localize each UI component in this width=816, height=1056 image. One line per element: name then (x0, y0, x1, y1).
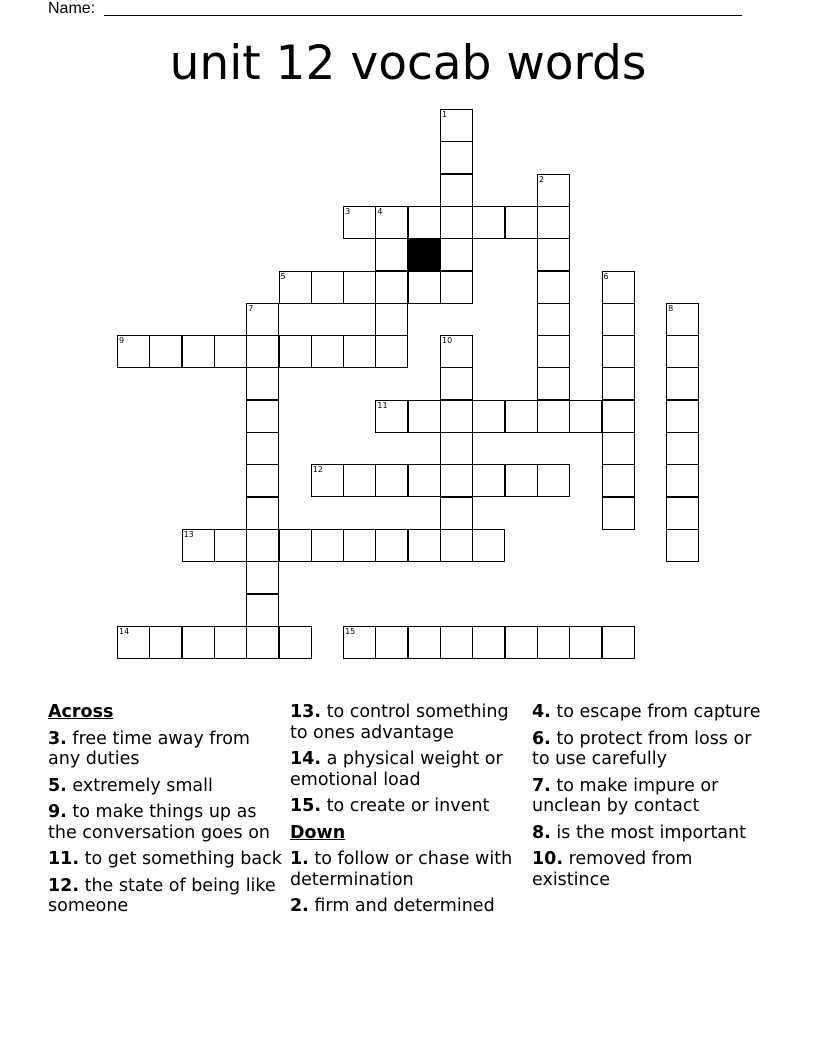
grid-cell[interactable] (440, 109, 473, 142)
clue-text: to follow or chase with determination (290, 849, 513, 890)
grid-cell[interactable] (246, 497, 279, 530)
grid-cell[interactable] (375, 206, 408, 239)
grid-cell[interactable] (311, 271, 344, 304)
clue-number: 14 (119, 626, 130, 636)
grid-cell[interactable] (311, 529, 344, 562)
grid-cell[interactable] (246, 335, 279, 368)
clue (532, 729, 772, 770)
clue-number: 15. (290, 796, 322, 816)
grid-cell[interactable] (505, 626, 538, 659)
grid-cell[interactable] (375, 303, 408, 336)
grid-cell[interactable] (666, 367, 699, 400)
grid-cell[interactable] (537, 335, 570, 368)
clue-text: is the most important (556, 822, 746, 843)
down-clue-list-continued (532, 702, 772, 890)
clue-text: free time away from any duties (48, 728, 250, 769)
grid-cell[interactable] (214, 335, 247, 368)
grid-cell[interactable] (182, 335, 215, 368)
grid-cell[interactable] (375, 238, 408, 271)
clue-text: to create or invent (326, 796, 490, 816)
grid-cell[interactable] (246, 432, 279, 465)
grid-cell[interactable] (440, 464, 473, 497)
clue (532, 776, 772, 817)
clue-number: 15 (345, 626, 356, 636)
grid-cell[interactable] (375, 400, 408, 433)
grid-cell[interactable] (117, 626, 150, 659)
grid-cell[interactable] (472, 464, 505, 497)
grid-cell[interactable] (375, 464, 408, 497)
clue-number: 8 (668, 303, 674, 313)
grid-cell[interactable] (246, 400, 279, 433)
grid-cell[interactable] (440, 626, 473, 659)
clues-column-3 (532, 702, 772, 896)
grid-cell[interactable] (246, 594, 279, 627)
clue (532, 849, 772, 890)
clue-number: 13 (183, 529, 194, 539)
clue-number: 7 (248, 303, 254, 313)
grid-cell[interactable] (537, 206, 570, 239)
grid-cell[interactable] (279, 529, 312, 562)
clue-number: 1 (442, 110, 448, 119)
grid-cell[interactable] (343, 335, 376, 368)
grid-cell[interactable] (246, 561, 279, 594)
clue (48, 802, 284, 843)
clue (290, 702, 526, 743)
grid-cell[interactable] (311, 464, 344, 497)
clues-column-1 (48, 702, 284, 923)
clues-column-2 (290, 702, 526, 923)
clue-text: the state of being like someone (48, 875, 276, 916)
name-label: Name: (48, 0, 96, 17)
grid-cell[interactable] (602, 303, 635, 336)
grid-cell[interactable] (279, 271, 312, 304)
clue-text: extremely small (72, 775, 213, 796)
clue-text: to make things up as the conversation goes on (48, 802, 271, 843)
grid-cell[interactable] (569, 400, 602, 433)
grid-cell[interactable] (214, 529, 247, 562)
grid-cell[interactable] (505, 206, 538, 239)
grid-cell[interactable] (440, 141, 473, 174)
clue-number: 8. (532, 822, 551, 843)
grid-cell[interactable] (375, 626, 408, 659)
clue-text: to protect from loss or to use carefully (532, 728, 752, 769)
grid-cell[interactable] (472, 400, 505, 433)
grid-cell[interactable] (246, 529, 279, 562)
grid-cell[interactable] (408, 400, 441, 433)
grid-cell[interactable] (537, 626, 570, 659)
grid-cell[interactable] (343, 206, 376, 239)
clue-text: removed from existince (532, 849, 693, 890)
grid-cell[interactable] (440, 238, 473, 271)
grid-cell[interactable] (311, 335, 344, 368)
clue-number: 11 (377, 400, 388, 410)
clue-number: 3 (345, 206, 351, 216)
grid-cell[interactable] (375, 335, 408, 368)
grid-cell[interactable] (602, 367, 635, 400)
grid-cell[interactable] (537, 174, 570, 207)
clue-text: firm and determined (314, 896, 495, 916)
clue-number: 5. (48, 775, 67, 796)
grid-cell[interactable] (537, 367, 570, 400)
grid-cell[interactable] (149, 335, 182, 368)
clue (532, 823, 772, 844)
grid-cell[interactable] (408, 626, 441, 659)
clue-number: 12 (312, 465, 323, 475)
grid-cell[interactable] (375, 529, 408, 562)
grid-cell[interactable] (505, 464, 538, 497)
grid-cell[interactable] (537, 464, 570, 497)
grid-cell[interactable] (505, 400, 538, 433)
grid-cell[interactable] (279, 626, 312, 659)
grid-cell[interactable] (440, 400, 473, 433)
across-heading: Across (48, 702, 114, 722)
across-clue-list (48, 729, 284, 917)
clue-number: 2 (538, 174, 544, 184)
grid-cell[interactable] (149, 626, 182, 659)
grid-cell[interactable] (214, 626, 247, 659)
grid-cell[interactable] (408, 271, 441, 304)
clue (48, 776, 284, 797)
grid-cell[interactable] (375, 271, 408, 304)
grid-cell[interactable] (472, 626, 505, 659)
clue (48, 876, 284, 917)
grid-cell[interactable] (440, 432, 473, 465)
clue-number: 12. (48, 875, 80, 896)
clue-number: 1. (290, 849, 309, 869)
grid-cell[interactable] (440, 529, 473, 562)
clue-number: 4. (532, 702, 551, 722)
clue-text: a physical weight or emotional load (290, 749, 503, 790)
grid-cell[interactable] (246, 367, 279, 400)
clue-number: 11. (48, 849, 80, 869)
grid-cell[interactable] (666, 464, 699, 497)
clue-number: 9 (119, 336, 125, 346)
grid-cell[interactable] (666, 335, 699, 368)
clue-number: 6 (603, 271, 609, 281)
clue (48, 849, 284, 870)
clue (290, 849, 526, 890)
clue-number: 10 (442, 336, 453, 346)
grid-cell[interactable] (440, 367, 473, 400)
grid-cell[interactable] (246, 303, 279, 336)
grid-cell[interactable] (666, 400, 699, 433)
grid-cell[interactable] (246, 464, 279, 497)
clue (48, 729, 284, 770)
clue-text: to escape from capture (556, 702, 761, 722)
grid-cell[interactable] (537, 303, 570, 336)
grid-cell[interactable] (343, 464, 376, 497)
grid-cell[interactable] (602, 497, 635, 530)
clue-number: 7. (532, 775, 551, 796)
grid-cell[interactable] (182, 626, 215, 659)
grid-cell[interactable] (246, 626, 279, 659)
grid-cell[interactable] (602, 626, 635, 659)
grid-cell[interactable] (666, 432, 699, 465)
clue-number: 14. (290, 749, 322, 769)
clue-number: 6. (532, 728, 551, 749)
grid-cell[interactable] (472, 529, 505, 562)
clue-number: 2. (290, 896, 309, 916)
grid-cell[interactable] (279, 335, 312, 368)
grid-cell[interactable] (602, 271, 635, 304)
grid-cell[interactable] (440, 497, 473, 530)
grid-cell[interactable] (537, 400, 570, 433)
grid-cell[interactable] (408, 206, 441, 239)
grid-cell[interactable] (666, 529, 699, 562)
grid-cell[interactable] (602, 400, 635, 433)
grid-cell[interactable] (440, 271, 473, 304)
clue-text: to make impure or unclean by contact (532, 775, 719, 816)
grid-cell[interactable] (569, 626, 602, 659)
grid-cell[interactable] (440, 174, 473, 207)
grid-cell[interactable] (440, 335, 473, 368)
grid-cell[interactable] (343, 529, 376, 562)
grid-cell[interactable] (440, 206, 473, 239)
grid-cell[interactable] (408, 529, 441, 562)
black-cell (408, 238, 441, 271)
clue (290, 896, 526, 917)
grid-cell[interactable] (343, 271, 376, 304)
grid-cell[interactable] (408, 464, 441, 497)
grid-cell[interactable] (117, 335, 150, 368)
grid-cell[interactable] (537, 238, 570, 271)
clue-text: to get something back (84, 849, 282, 869)
grid-cell[interactable] (666, 303, 699, 336)
across-clue-list-continued (290, 702, 526, 817)
grid-cell[interactable] (666, 497, 699, 530)
clue-number: 5 (280, 271, 286, 281)
grid-cell[interactable] (182, 529, 215, 562)
clue-number: 13. (290, 702, 322, 722)
clue (532, 702, 772, 723)
clue-text: to control something to ones advantage (290, 702, 509, 743)
grid-cell[interactable] (602, 432, 635, 465)
grid-cell[interactable] (343, 626, 376, 659)
grid-cell[interactable] (472, 206, 505, 239)
puzzle-title: unit 12 vocab words (169, 36, 647, 91)
clue-number: 4 (377, 206, 383, 216)
clue-number: 3. (48, 728, 67, 749)
clue (290, 796, 526, 817)
down-heading: Down (290, 822, 346, 843)
grid-cell[interactable] (602, 335, 635, 368)
clue-number: 9. (48, 802, 67, 822)
clue-number: 10. (532, 849, 564, 869)
grid-cell[interactable] (602, 464, 635, 497)
grid-cell[interactable] (537, 271, 570, 304)
clue (290, 749, 526, 790)
down-clue-list (290, 849, 526, 917)
